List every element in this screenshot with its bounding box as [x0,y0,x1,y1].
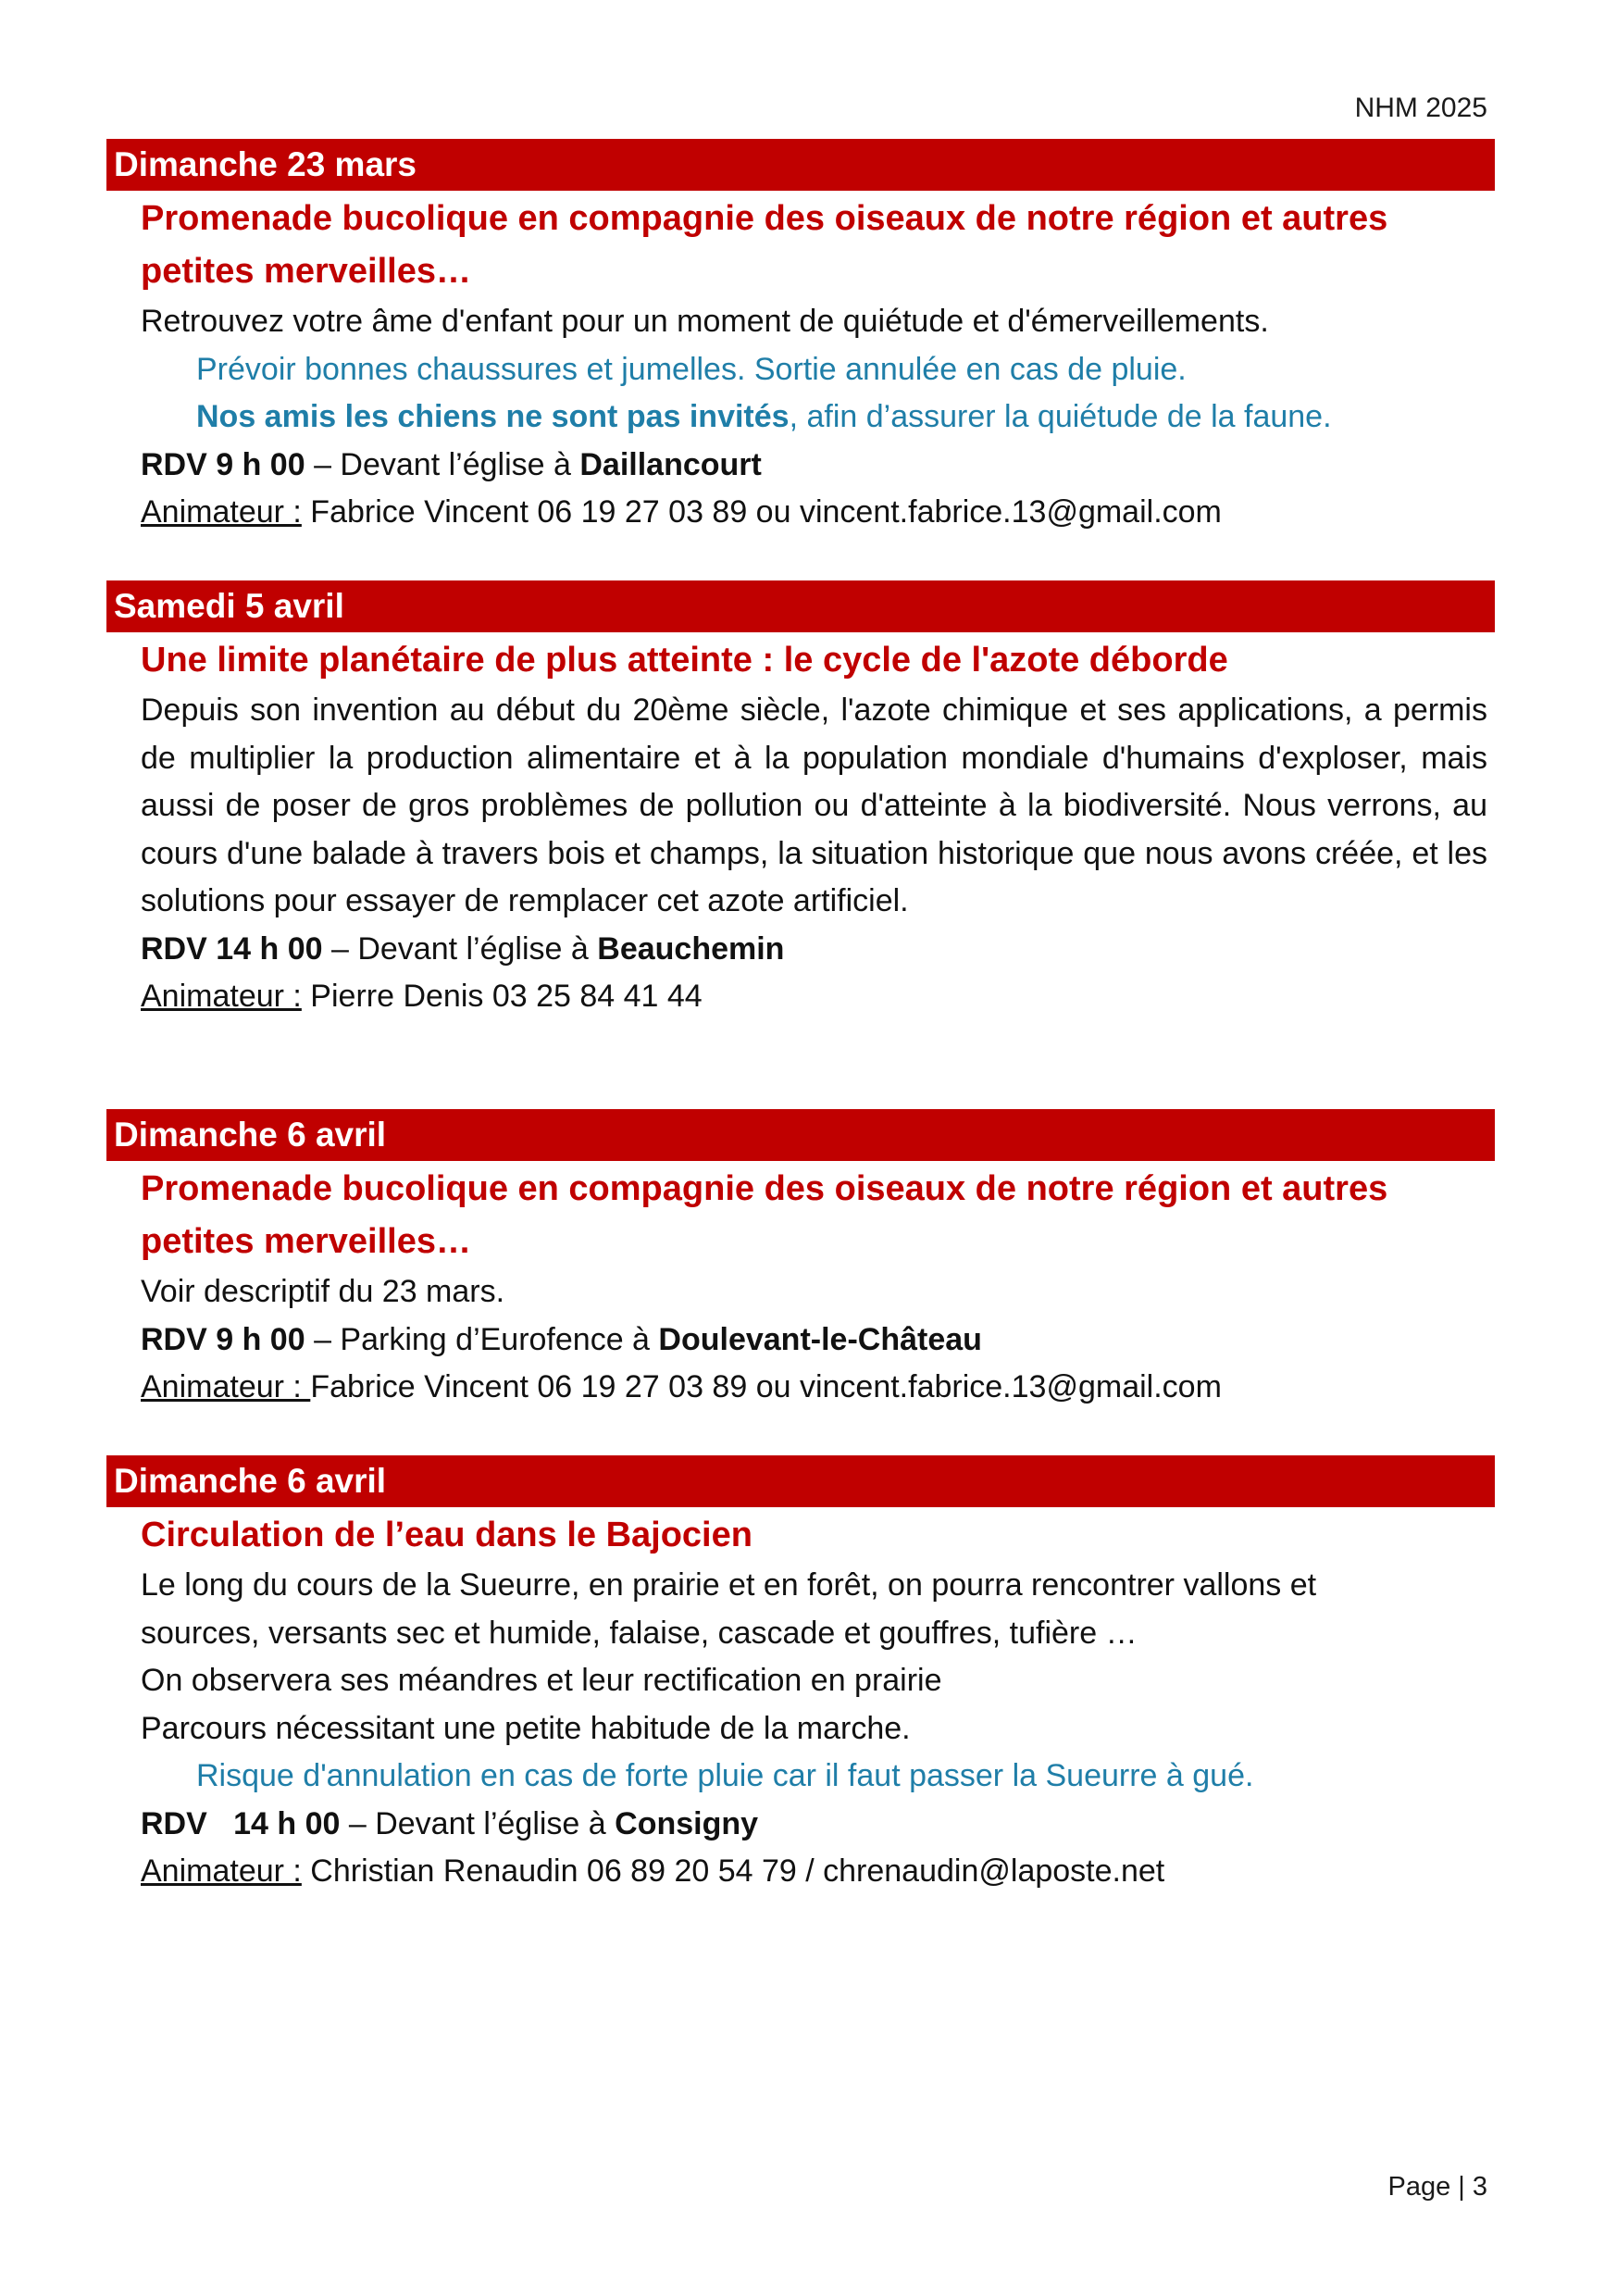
event-dimanche-6-avril-bajocien [106,1455,1495,1896]
note-bold: Nos amis les chiens ne sont pas invités [196,399,790,434]
animateur-contact: Pierre Denis 03 25 84 41 44 [301,979,703,1014]
event-rdv [141,442,1487,490]
event-title-line: Promenade bucolique en compagnie des oiseaux de notre région et autres [141,199,1388,238]
event-dimanche-6-avril-promenade [106,1109,1495,1412]
event-description: Depuis son invention au début du 20ème siècle, l'azote chimique et ses applications, a permis de multiplier la production alimentaire et à la population mondiale d'humains d'exploser, mais aussi de poser de gros problèmes de pollution ou d'atteinte à la biodiversité. Nous verrons, au cours d'une balade à travers bois et champs, la situation historique que nous avons créée, et les solutions pour essayer de remplacer cet azote artificiel. [141,693,1487,918]
rdv-label: RDV 14 h 00 [141,1805,341,1841]
event-note [141,393,1487,442]
event-animateur [141,973,1487,1021]
rdv-label: RDV 9 h 00 [141,446,305,482]
event-note: Prévoir bonnes chaussures et jumelles. Sortie annulée en cas de pluie. [196,351,1187,387]
event-title [141,193,1487,298]
event-rdv [141,926,1487,974]
event-animateur [141,489,1487,537]
event-title [141,1163,1487,1268]
animateur-contact: Fabrice Vincent 06 19 27 03 89 ou vincent.fabrice.13@gmail.com [310,1369,1222,1404]
event-animateur [141,1848,1487,1896]
note-text: , afin d’assurer la quiétude de la faune. [789,399,1332,434]
animateur-label: Animateur : [141,979,302,1014]
rdv-text: – Devant l’église à [305,446,580,482]
event-samedi-5-avril [106,580,1495,1021]
rdv-place: Beauchemin [597,930,785,967]
event-text-line: Parcours nécessitant une petite habitude de la marche. [141,1710,911,1746]
animateur-label: Animateur : [141,1853,302,1889]
animateur-contact: Christian Renaudin 06 89 20 54 79 / chrenaudin@laposte.net [301,1853,1165,1889]
event-dimanche-23-mars [106,139,1495,537]
animateur-contact: Fabrice Vincent 06 19 27 03 89 ou vincent.fabrice.13@gmail.com [301,494,1222,530]
event-date-bar: Dimanche 6 avril [106,1109,1495,1161]
rdv-place: Consigny [615,1805,759,1841]
event-title: Une limite planétaire de plus atteinte : le cycle de l'azote déborde [141,641,1228,680]
event-rdv [141,1801,1487,1849]
event-date-bar: Dimanche 6 avril [106,1455,1495,1507]
rdv-text: – Parking d’Eurofence à [305,1321,659,1357]
event-intro: Voir descriptif du 23 mars. [141,1274,505,1309]
event-text-line: On observera ses méandres et leur rectification en prairie [141,1663,942,1698]
event-title-line: petites merveilles… [141,252,471,291]
animateur-label: Animateur : [141,1369,311,1404]
page-number: Page | 3 [1387,2172,1487,2202]
rdv-place: Daillancourt [579,446,762,482]
rdv-place: Doulevant-le-Château [658,1321,982,1357]
event-rdv [141,1316,1487,1365]
animateur-label: Animateur : [141,494,302,530]
document-header: NHM 2025 [1354,93,1487,123]
event-animateur [141,1364,1487,1412]
event-title: Circulation de l’eau dans le Bajocien [141,1516,753,1554]
event-date-bar: Samedi 5 avril [106,580,1495,632]
event-title-line: petites merveilles… [141,1222,471,1261]
event-title-line: Promenade bucolique en compagnie des oiseaux de notre région et autres [141,1169,1388,1208]
event-note: Risque d'annulation en cas de forte pluie car il faut passer la Sueurre à gué. [196,1758,1254,1793]
rdv-label: RDV 14 h 00 [141,930,323,967]
rdv-text: – Devant l’église à [322,930,598,967]
event-date-bar: Dimanche 23 mars [106,139,1495,191]
rdv-label: RDV 9 h 00 [141,1321,305,1357]
event-text-line: sources, versants sec et humide, falaise, cascade et gouffres, tufière … [141,1615,1138,1651]
event-text-line: Le long du cours de la Sueurre, en prairie et en forêt, on pourra rencontrer vallons et [141,1567,1317,1603]
rdv-text: – Devant l’église à [340,1805,616,1841]
event-intro: Retrouvez votre âme d'enfant pour un moment de quiétude et d'émerveillements. [141,304,1269,339]
